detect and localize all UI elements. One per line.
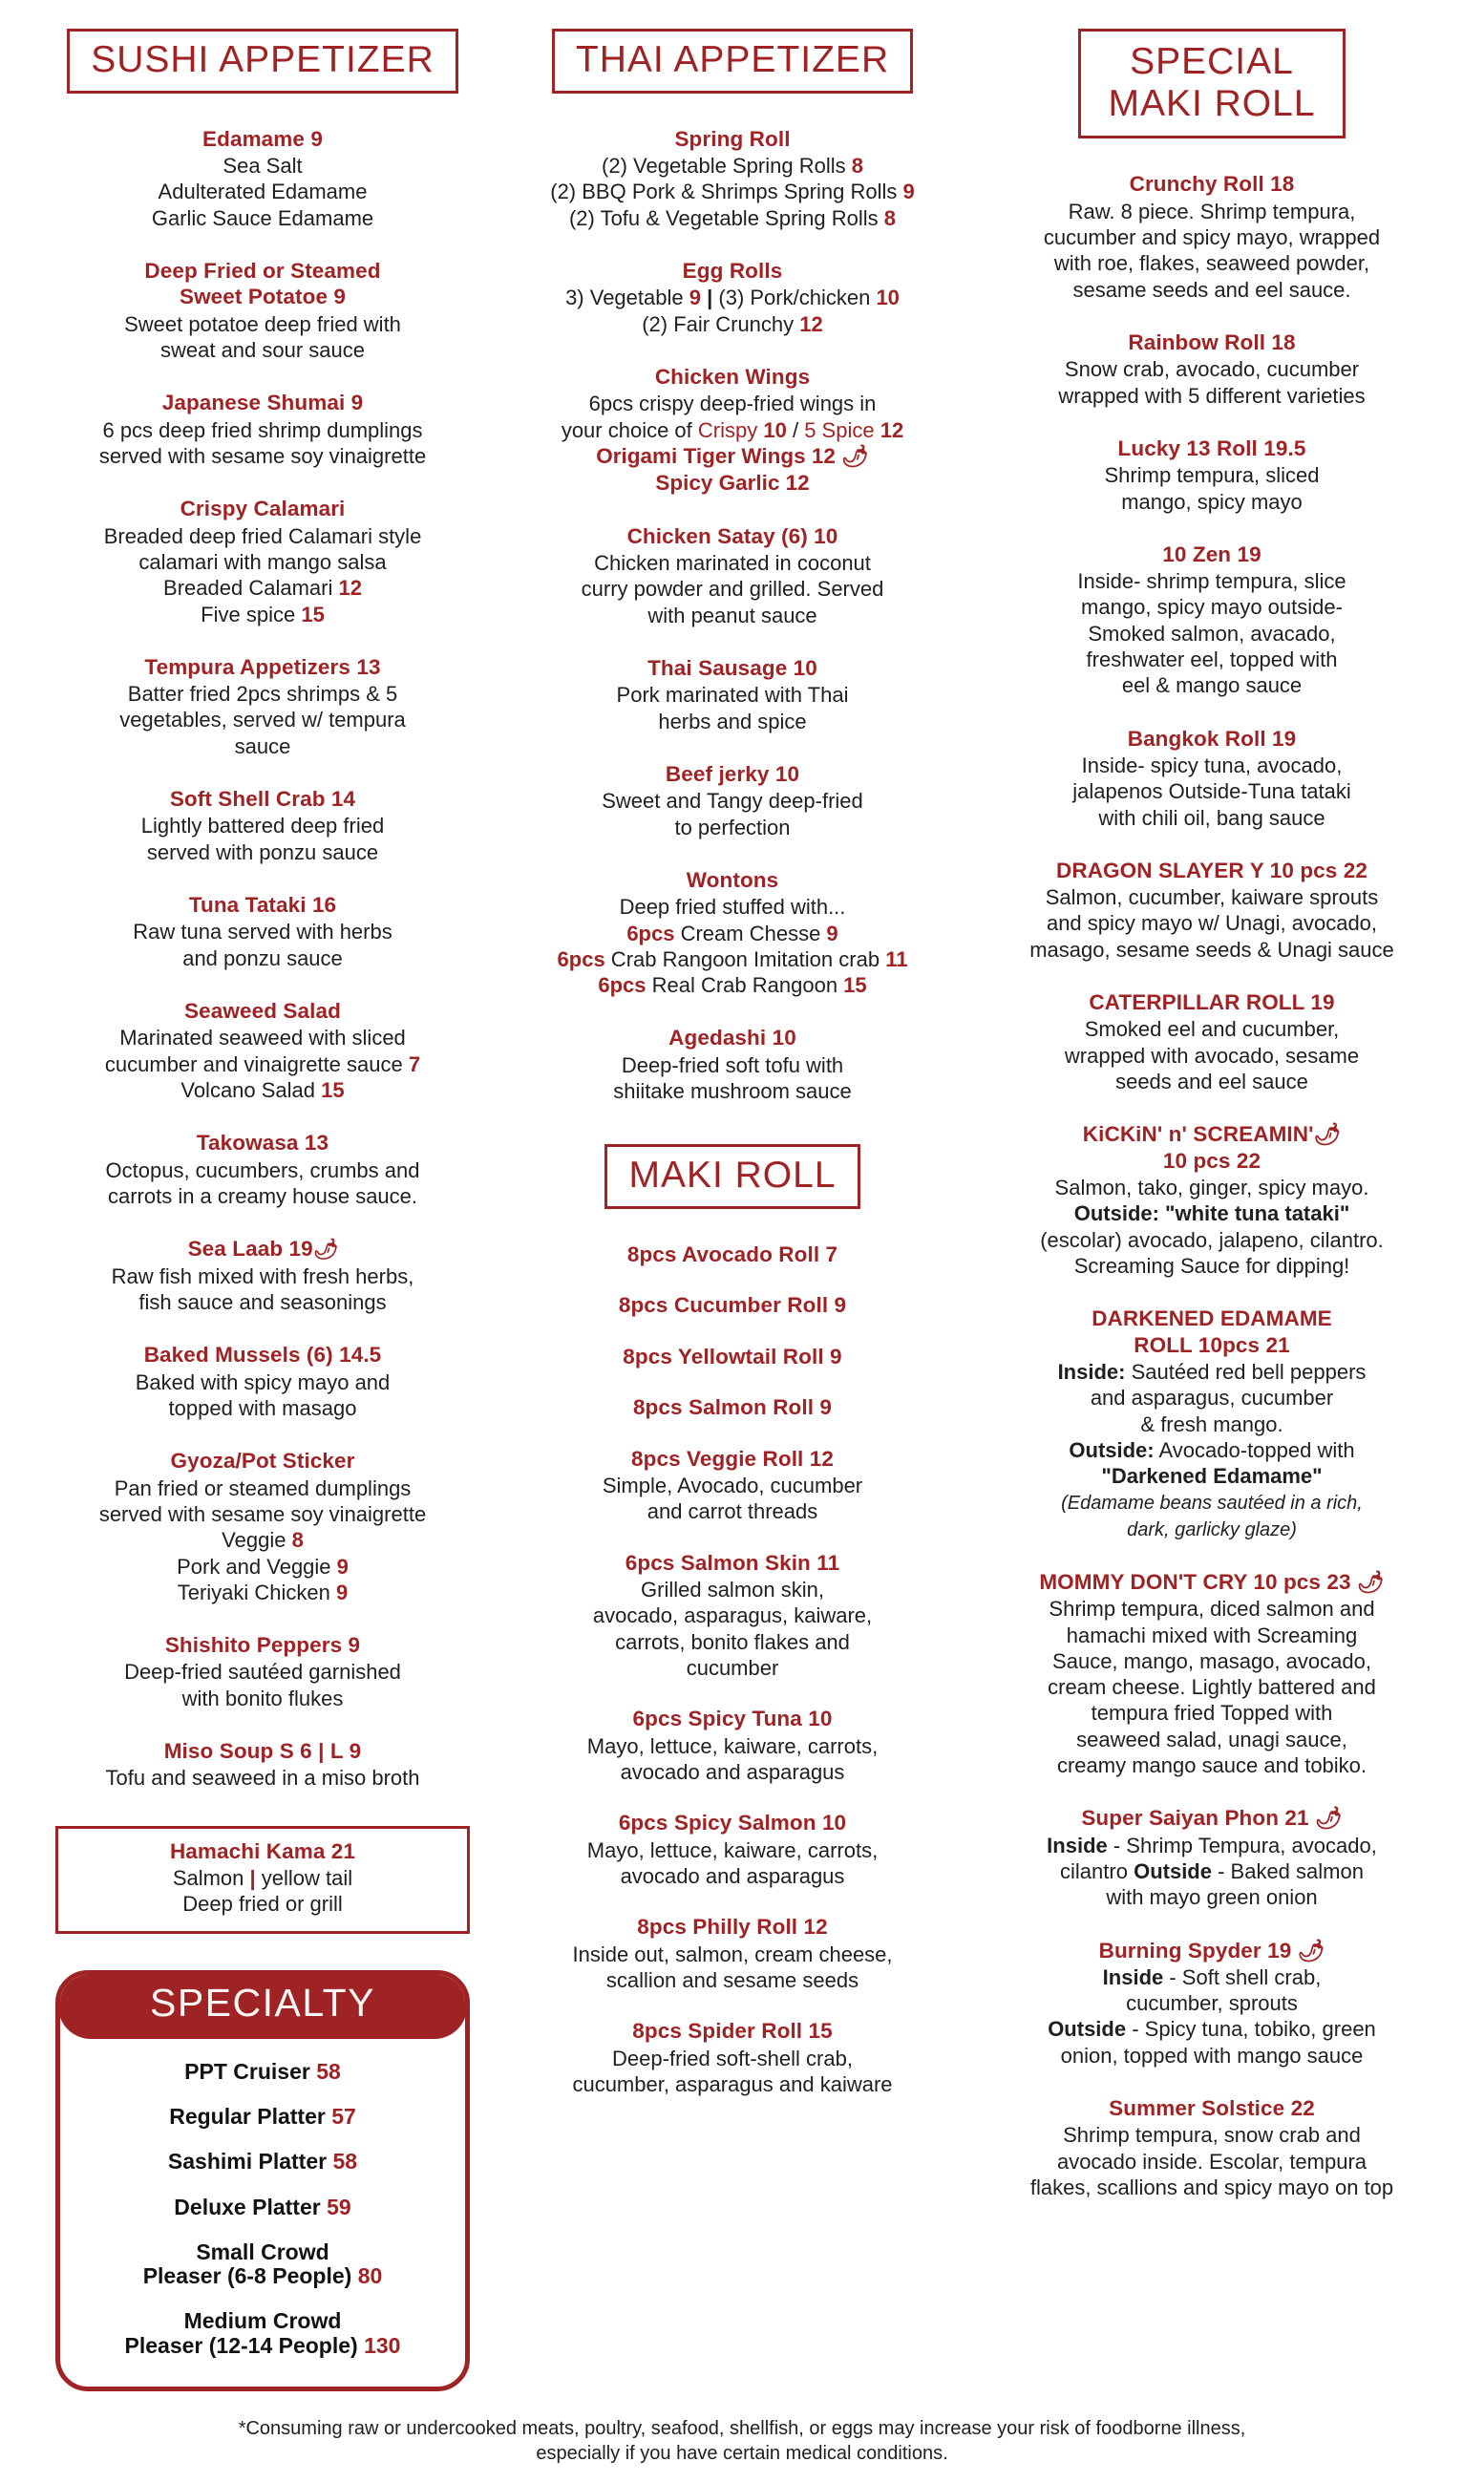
- menu-item: [978, 1121, 1446, 1279]
- menu-item: [503, 1242, 962, 1267]
- menu-item: [38, 1130, 487, 1209]
- menu-item-desc: Tofu and seaweed in a miso broth: [105, 1766, 420, 1791]
- menu-item: [38, 1448, 487, 1605]
- specialty-rows: [60, 2039, 465, 2387]
- menu-item-name: 6pcs Spicy Salmon 10: [618, 1811, 847, 1836]
- thai-appetizer-items: [503, 126, 962, 1132]
- menu-item-name: 8pcs Spider Roll 15: [632, 2019, 833, 2044]
- menu-item: [978, 541, 1446, 699]
- menu-item-name: 6pcs Spicy Tuna 10: [632, 1707, 833, 1731]
- menu-item: [38, 1342, 487, 1421]
- menu-item-name: Seaweed Salad: [184, 998, 341, 1023]
- menu-item-name: Beef jerky 10: [665, 761, 800, 786]
- menu-item-name: Egg Rolls: [682, 258, 783, 283]
- menu-item-name: 10 Zen 19: [1162, 541, 1261, 566]
- menu-item: [503, 1292, 962, 1318]
- specialty-item: Deluxe Platter 59: [174, 2194, 351, 2219]
- menu-item: [503, 126, 962, 231]
- menu-item-name: Crunchy Roll 18: [1129, 172, 1295, 197]
- boxed-item-desc: Salmon | yellow tail Deep fried or grill: [172, 1866, 353, 1917]
- menu-item-name: Shishito Peppers 9: [164, 1633, 361, 1658]
- specialty-item-price: 58: [332, 2149, 358, 2175]
- menu-item-desc: Deep-fried soft tofu with shiitake mushroom sauce: [613, 1052, 852, 1103]
- section-heading-sushi-appetizer: SUSHI APPETIZER: [67, 29, 458, 94]
- menu-item-desc: Simple, Avocado, cucumber and carrot threads: [602, 1474, 863, 1524]
- menu-item-name: DARKENED EDAMAME ROLL 10pcs 21: [1092, 1306, 1332, 1357]
- menu-item-desc: Inside: Sautéed red bell peppers and asparagus, cucumber & fresh mango. Outside: Avocado-topped with "Darkened Edamame" (Edamame beans sautéed in a rich, dark, garlicky glaze): [1057, 1360, 1367, 1541]
- specialty-item: Sashimi Platter 58: [167, 2149, 358, 2175]
- menu-item-name: Rainbow Roll 18: [1128, 329, 1296, 354]
- menu-item: [503, 761, 962, 840]
- specialty-item: PPT Cruiser 58: [184, 2058, 341, 2084]
- menu-item: [503, 867, 962, 999]
- menu-item: [503, 523, 962, 628]
- menu-item-desc: 6 pcs deep fried shrimp dumplings served with sesame soy vinaigrette: [98, 417, 427, 469]
- menu-item-desc: Raw tuna served with herbs and ponzu sauce: [133, 920, 392, 970]
- menu-item-option: Origami Tiger Wings 12 🌶: [596, 443, 869, 468]
- menu-item: [503, 2018, 962, 2097]
- column-thai-appetizer: [503, 29, 962, 2122]
- menu-item-desc: Inside - Shrimp Tempura, avocado, cilantro Outside - Baked salmon with mayo green onion: [1047, 1833, 1377, 1910]
- menu-item-name: CATERPILLAR ROLL 19: [1089, 990, 1335, 1015]
- menu-item-desc: Inside- spicy tuna, avocado, jalapenos Outside-Tuna tataki with chili oil, bang sauce: [1072, 753, 1351, 830]
- menu-item: [503, 1706, 962, 1785]
- menu-item-name: Chicken Satay (6) 10: [626, 523, 838, 548]
- menu-item-option: Spicy Garlic 12: [655, 470, 810, 495]
- menu-item-name: Chicken Wings: [654, 364, 811, 389]
- specialty-item-price: 59: [327, 2194, 351, 2219]
- menu-item-name: Thai Sausage 10: [647, 655, 817, 680]
- menu-item: [978, 1569, 1446, 1778]
- menu-item: [978, 2095, 1446, 2200]
- menu-item: [38, 1738, 487, 1792]
- specialty-item-price: 80: [357, 2263, 383, 2289]
- menu-item-name: Gyoza/Pot Sticker: [170, 1449, 355, 1474]
- menu-item-desc: Inside- shrimp tempura, slice mango, spicy mayo outside- Smoked salmon, avacado, freshwater eel, topped with eel & mango sauce: [1077, 569, 1346, 698]
- menu-item: [38, 998, 487, 1103]
- menu-item-desc: Octopus, cucumbers, crumbs and carrots in a creamy house sauce.: [105, 1157, 420, 1208]
- column-sushi-appetizer: [38, 29, 487, 2391]
- menu-item: [503, 258, 962, 337]
- menu-item-desc: Raw. 8 piece. Shrimp tempura, cucumber and spicy mayo, wrapped with roe, flakes, seaweed powder, sesame seeds and eel sauce.: [1043, 199, 1381, 302]
- menu-item: [978, 989, 1446, 1094]
- menu-item-name: Summer Solstice 22: [1109, 2096, 1315, 2121]
- menu-item-desc: Snow crab, avocado, cucumber wrapped with 5 different varieties: [1058, 357, 1366, 408]
- menu-item-name: 8pcs Yellowtail Roll 9: [623, 1344, 842, 1369]
- specialty-card: [55, 1970, 470, 2391]
- menu-item-name: KiCKiN' n' SCREAMIN'🌶 10 pcs 22: [1082, 1122, 1342, 1173]
- menu-item-name: Takowasa 13: [196, 1131, 329, 1156]
- maki-roll-section: [503, 1131, 962, 2122]
- menu-item: [503, 1810, 962, 1889]
- menu-item: [503, 1394, 962, 1420]
- menu-item-desc: Mayo, lettuce, kaiware, carrots, avocado and asparagus: [586, 1837, 879, 1888]
- menu-item-desc: Sweet potatoe deep fried with sweat and sour sauce: [124, 311, 401, 363]
- menu-item-desc: Deep-fried sautéed garnished with bonito flukes: [124, 1660, 401, 1710]
- menu-item-desc: Pork marinated with Thai herbs and spice: [616, 683, 849, 733]
- section-heading-maki-roll: MAKI ROLL: [604, 1144, 859, 1209]
- menu-item-desc: 6pcs crispy deep-fried wings in your choice of Crispy 10 / 5 Spice 12: [561, 392, 904, 442]
- menu-item-name: 6pcs Salmon Skin 11: [625, 1550, 840, 1575]
- menu-item-desc: Sea Salt Adulterated Edamame Garlic Sauce Edamame: [151, 154, 374, 230]
- menu-item: [38, 496, 487, 627]
- menu-item-name: Edamame 9: [202, 126, 323, 151]
- menu-item-name: Japanese Shumai 9: [161, 391, 364, 415]
- menu-item: [978, 1938, 1446, 2069]
- menu-item-name: Crispy Calamari: [180, 497, 346, 521]
- menu-item: [38, 126, 487, 231]
- menu-item-desc: Chicken marinated in coconut curry powder and grilled. Served with peanut sauce: [581, 551, 884, 627]
- boxed-item-hamachi-kama: [55, 1826, 470, 1934]
- menu-item: [978, 329, 1446, 409]
- menu-item-desc: Deep fried stuffed with... 6pcs Cream Chesse 9 6pcs Crab Rangoon Imitation crab 11 6pcs Real Crab Rangoon 15: [557, 895, 908, 998]
- menu-item-desc: Shrimp tempura, sliced mango, spicy mayo: [1104, 463, 1320, 514]
- menu-item-name: Miso Soup S 6 | L 9: [163, 1739, 362, 1763]
- special-maki-roll-items: [978, 171, 1446, 2227]
- section-heading-special-maki-roll: SPECIAL MAKI ROLL: [1078, 29, 1345, 138]
- menu-item-name: 8pcs Avocado Roll 7: [626, 1242, 838, 1266]
- menu-item-desc: Breaded deep fried Calamari style calamari with mango salsa Breaded Calamari 12 Five spice 15: [103, 523, 422, 626]
- menu-item-name: Wontons: [686, 867, 779, 892]
- menu-item-name: 8pcs Philly Roll 12: [637, 1915, 828, 1940]
- menu-item-desc: Lightly battered deep fried served with ponzu sauce: [140, 814, 385, 864]
- specialty-item-price: 58: [316, 2058, 341, 2084]
- menu-item-desc: Baked with spicy mayo and topped with masago: [135, 1369, 391, 1420]
- menu-item: [38, 786, 487, 865]
- menu-item: [38, 258, 487, 363]
- footer-disclaimer: *Consuming raw or undercooked meats, poultry, seafood, shellfish, or eggs may increase your risk of foodborne illness, especially if you have certain medical conditions.: [238, 2418, 1246, 2465]
- menu-item: [978, 1805, 1446, 1910]
- menu-item-name: Spring Roll: [674, 126, 791, 151]
- menu-item: [978, 1305, 1446, 1542]
- menu-item: [978, 171, 1446, 303]
- menu-item-desc: Inside out, salmon, cream cheese, scallion and sesame seeds: [572, 1942, 893, 1992]
- specialty-item: Regular Platter 57: [169, 2103, 356, 2129]
- menu-item-name: Tuna Tataki 16: [188, 892, 337, 917]
- menu-item: [38, 892, 487, 971]
- menu-columns: [38, 29, 1446, 2391]
- menu-item-desc: Inside - Soft shell crab, cucumber, sprouts Outside - Spicy tuna, tobiko, green onion, topped with mango sauce: [1048, 1964, 1376, 2068]
- menu-item-name: Sea Laab 19🌶: [187, 1237, 338, 1262]
- menu-item: [38, 1632, 487, 1711]
- maki-roll-items: [503, 1242, 962, 2097]
- specialty-item-price: 57: [331, 2103, 356, 2129]
- specialty-heading: SPECIALTY: [58, 1973, 467, 2039]
- menu-item: [503, 1025, 962, 1104]
- menu-item-name: Baked Mussels (6) 14.5: [143, 1343, 382, 1368]
- menu-item: [503, 1550, 962, 1682]
- menu-item-name: 8pcs Cucumber Roll 9: [618, 1293, 847, 1318]
- menu-item: [503, 1914, 962, 1993]
- section-heading-thai-appetizer: THAI APPETIZER: [552, 29, 913, 94]
- boxed-item-name: Hamachi Kama 21: [169, 1838, 356, 1863]
- menu-item: [38, 654, 487, 759]
- sushi-appetizer-items: [38, 126, 487, 1818]
- menu-item-desc: Mayo, lettuce, kaiware, carrots, avocado and asparagus: [586, 1733, 879, 1784]
- specialty-item: Small Crowd Pleaser (6-8 People) 80: [142, 2239, 383, 2289]
- menu-item-desc: Marinated seaweed with sliced cucumber and vinaigrette sauce 7 Volcano Salad 15: [104, 1026, 421, 1102]
- menu-item-name: Super Saiyan Phon 21 🌶: [1081, 1806, 1343, 1831]
- menu-item: [978, 435, 1446, 515]
- specialty-item: Medium Crowd Pleaser (12-14 People) 130: [124, 2308, 401, 2358]
- menu-item-name: Deep Fried or Steamed Sweet Potatoe 9: [144, 258, 381, 309]
- menu-item-desc: Shrimp tempura, snow crab and avocado inside. Escolar, tempura flakes, scallions and spicy mayo on top: [1029, 2123, 1394, 2199]
- menu-item-name: Soft Shell Crab 14: [169, 787, 356, 812]
- menu-item: [978, 726, 1446, 831]
- menu-item-desc: 3) Vegetable 9 | (3) Pork/chicken 10 (2) Fair Crunchy 12: [565, 286, 900, 336]
- menu-item-desc: Smoked eel and cucumber, wrapped with avocado, sesame seeds and eel sauce: [1064, 1017, 1360, 1093]
- menu-item: [503, 1446, 962, 1525]
- menu-item-desc: Salmon, cucumber, kaiware sprouts and spicy mayo w/ Unagi, avocado, masago, sesame seeds & Unagi sauce: [1029, 885, 1394, 962]
- specialty-item-price: 130: [364, 2332, 401, 2358]
- menu-item-name: Burning Spyder 19 🌶: [1098, 1938, 1325, 1963]
- menu-item-name: 8pcs Veggie Roll 12: [631, 1446, 834, 1471]
- menu-item: [503, 655, 962, 734]
- menu-item-desc: Raw fish mixed with fresh herbs, fish sauce and seasonings: [111, 1263, 414, 1315]
- menu-item-desc: Sweet and Tangy deep-fried to perfection: [602, 789, 863, 839]
- menu-item: [503, 1344, 962, 1369]
- menu-item: [38, 390, 487, 469]
- menu-item-desc: Pan fried or steamed dumplings served with sesame soy vinaigrette Veggie 8 Pork and Veggie 9 Teriyaki Chicken 9: [98, 1475, 427, 1604]
- menu-item-name: Agedashi 10: [668, 1026, 796, 1050]
- menu-item-desc: (2) Vegetable Spring Rolls 8 (2) BBQ Pork & Shrimps Spring Rolls 9 (2) Tofu & Vegetable Spring Rolls 8: [550, 154, 915, 230]
- column-special-maki-roll: [978, 29, 1446, 2227]
- menu-item-name: DRAGON SLAYER Y 10 pcs 22: [1056, 858, 1367, 882]
- menu-item: [38, 1236, 487, 1315]
- menu-item-name: Tempura Appetizers 13: [144, 654, 381, 679]
- menu-item-name: MOMMY DON'T CRY 10 pcs 23 🌶: [1039, 1569, 1385, 1594]
- menu-item-name: 8pcs Salmon Roll 9: [632, 1395, 833, 1420]
- menu-item: [978, 858, 1446, 963]
- chili-icon: 🌶: [312, 1239, 338, 1262]
- menu-item-name: Lucky 13 Roll 19.5: [1117, 435, 1306, 460]
- menu-item: [503, 364, 962, 497]
- menu-item-desc: Deep-fried soft-shell crab, cucumber, asparagus and kaiware: [572, 2046, 893, 2096]
- menu-item-desc: Batter fried 2pcs shrimps & 5 vegetables, served w/ tempura sauce: [119, 682, 406, 758]
- menu-item-desc: Grilled salmon skin, avocado, asparagus, kaiware, carrots, bonito flakes and cucumber: [592, 1578, 873, 1680]
- menu-item-desc: Salmon, tako, ginger, spicy mayo. Outside: "white tuna tataki" (escolar) avocado, jalapeno, cilantro. Screaming Sauce for dipping!: [1040, 1176, 1384, 1278]
- menu-item-name: Bangkok Roll 19: [1127, 726, 1297, 751]
- menu-item-desc: Shrimp tempura, diced salmon and hamachi mixed with Screaming Sauce, mango, masago, avocado, cream cheese. Lightly battered and tempura fried Topped with seaweed salad, unagi sauce, creamy mango sauce and tobiko.: [1048, 1597, 1376, 1778]
